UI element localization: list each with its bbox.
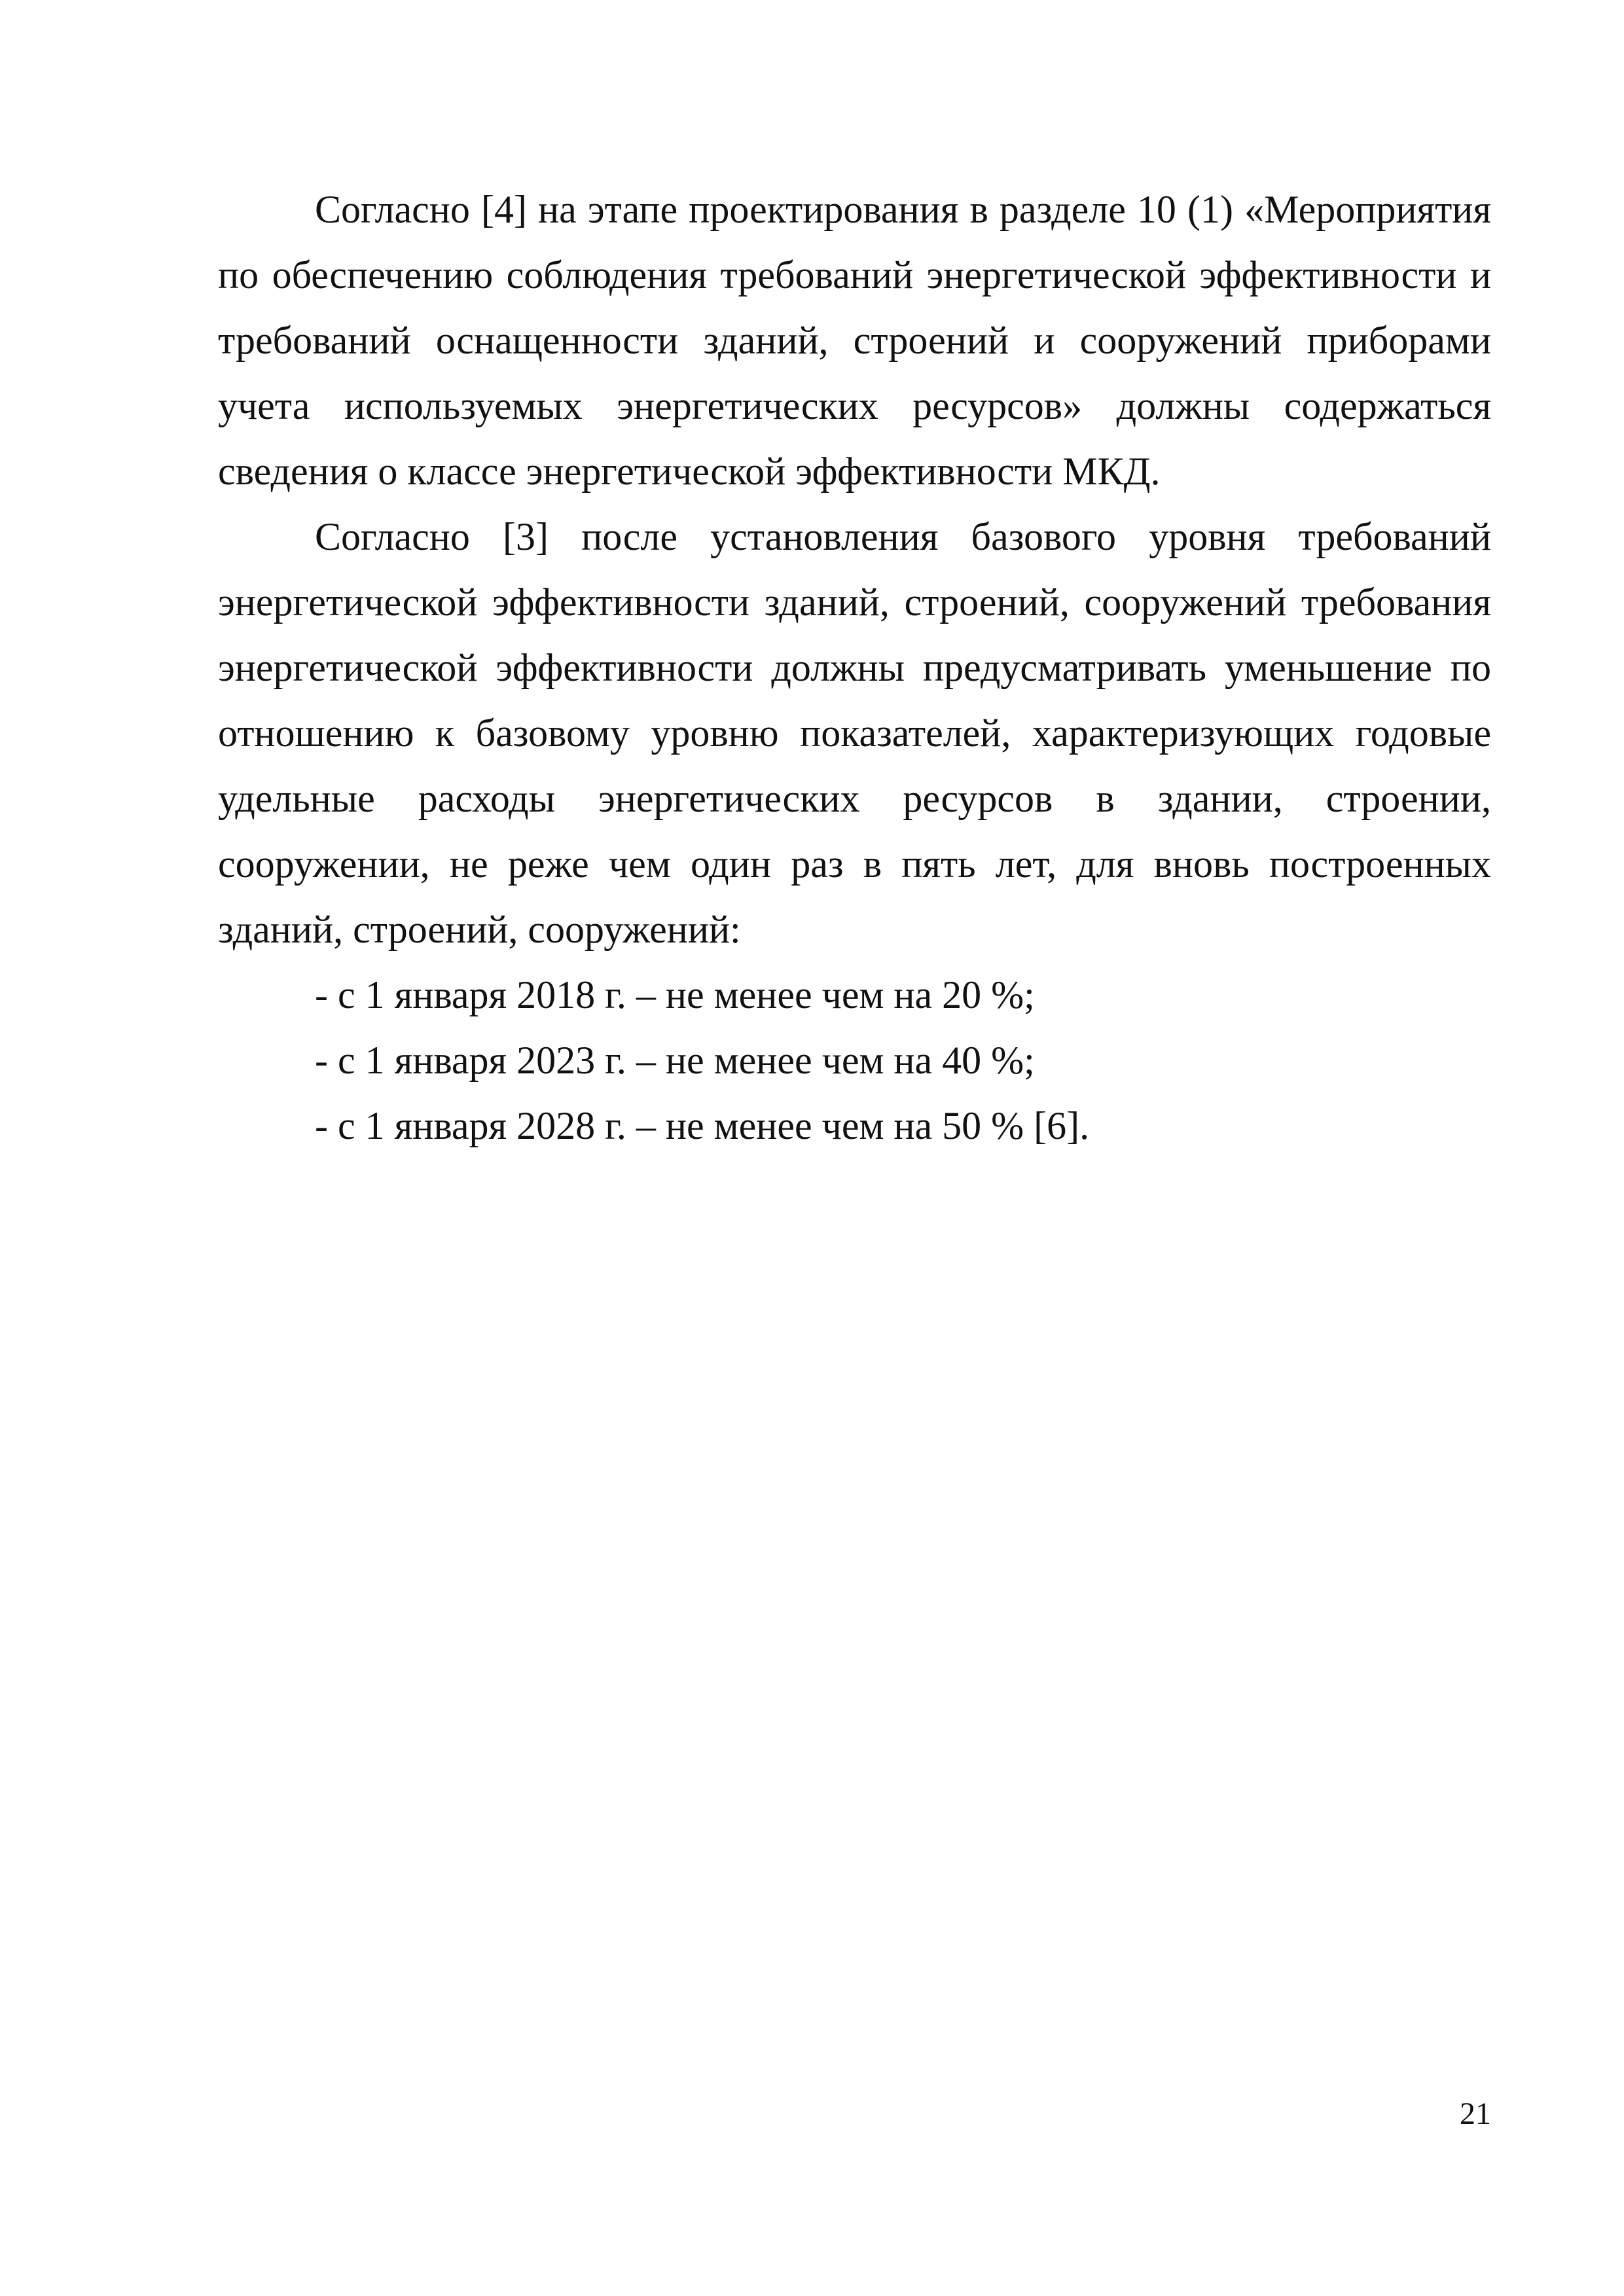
paragraph-design-stage: Согласно [4] на этапе проектирования в разделе 10 (1) «Мероприятия по обеспечению соблюдения требований энергетической эффективности и требований оснащенности зданий, строений и сооружений приборами учета используемых энергетических ресурсов» должны содержаться сведения о классе энергетической эффективности МКД.	[218, 188, 1491, 493]
list-item: - с 1 января 2023 г. – не менее чем на 40 %;	[315, 1039, 1035, 1082]
paragraph-energy-requirements: Согласно [3] после установления базового уровня требований энергетической эффективности зданий, строений, сооружений требования энергетической эффективности должны предусматривать уменьшение по отношению к базовому уровню показателей, характеризующих годовые удельные расходы энергетических ресурсов в здании, строении, сооружении, не реже чем один раз в пять лет, для вновь построенных зданий, строений, сооружений:	[218, 515, 1491, 951]
page-number: 21	[1460, 2096, 1491, 2131]
list-item: - с 1 января 2028 г. – не менее чем на 50 % [6].	[315, 1104, 1090, 1147]
page-body	[218, 177, 1491, 1158]
reduction-schedule-list	[218, 962, 1491, 1158]
list-item: - с 1 января 2018 г. – не менее чем на 20 %;	[315, 973, 1035, 1016]
